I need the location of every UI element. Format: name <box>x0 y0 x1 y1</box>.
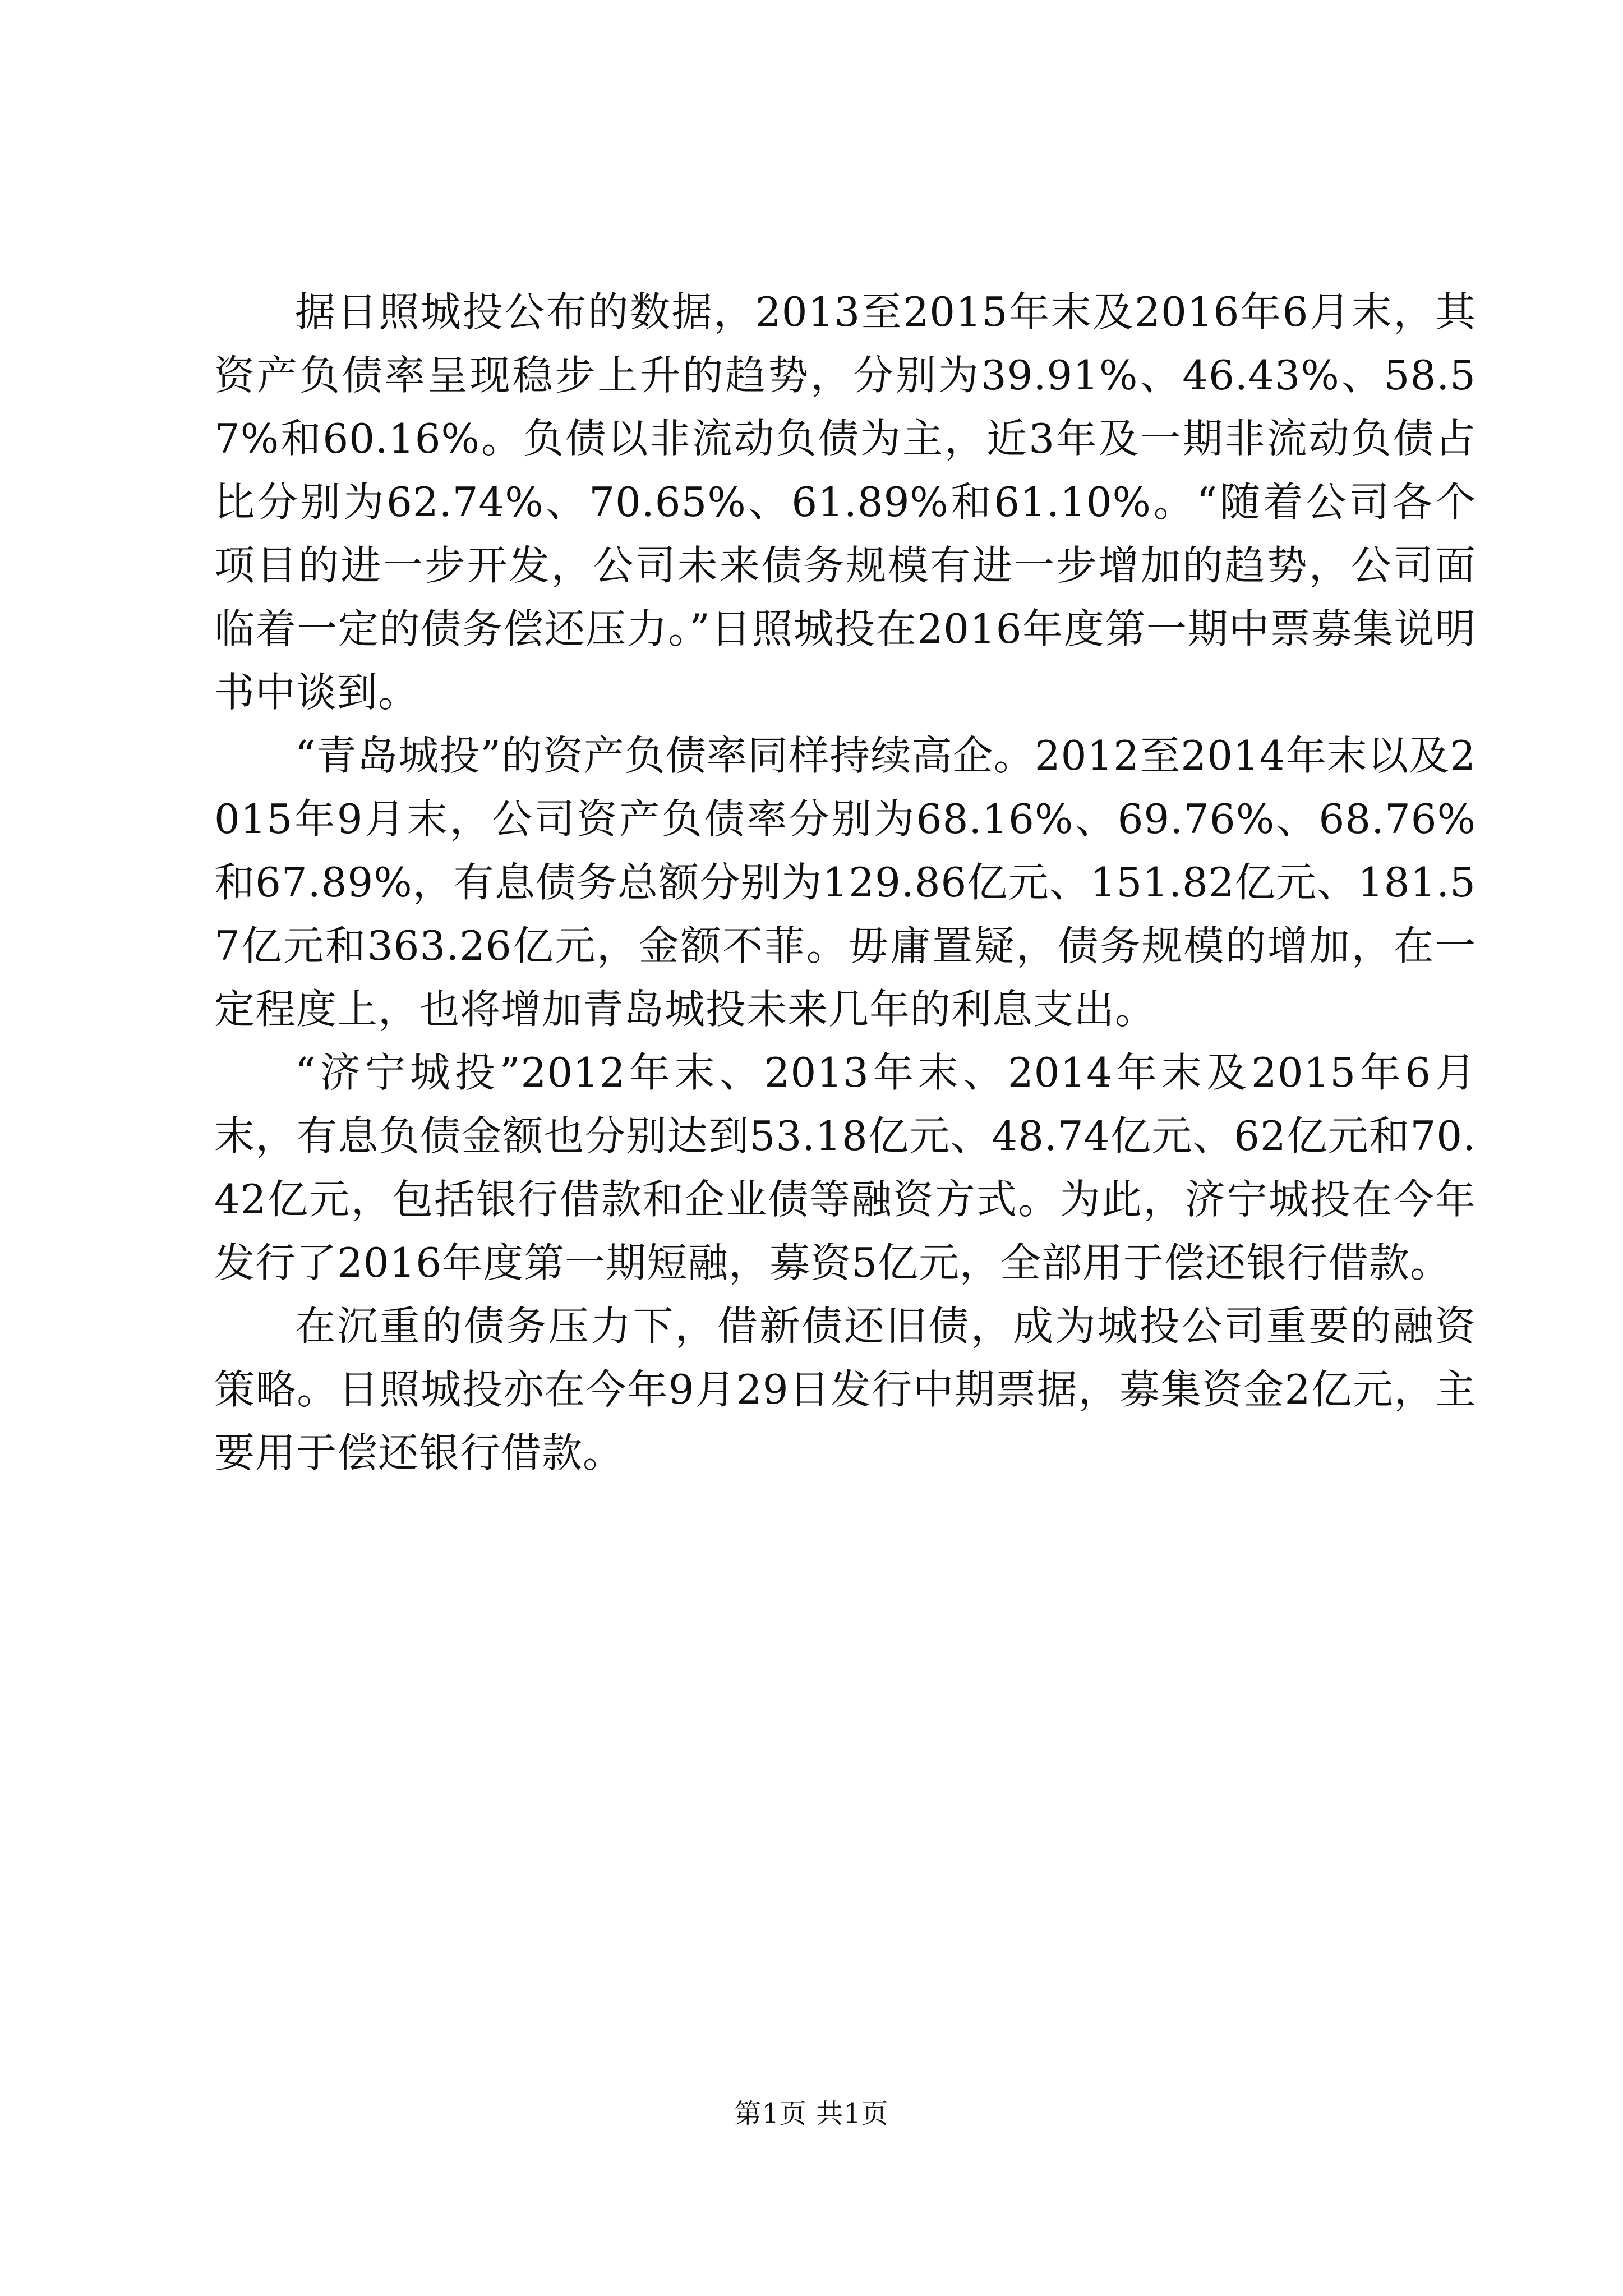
page-number-footer: 第1页 共1页 <box>734 2098 889 2129</box>
paragraph-refinancing-strategy: 在沉重的债务压力下，借新债还旧债，成为城投公司重要的融资策略。日照城投亦在今年9月29日发行中期票据，募集资金2亿元，主要用于偿还银行借款。 <box>214 1303 1476 1476</box>
paragraph-jining-interest-debt: “济宁城投”2012年末、2013年末、2014年末及2015年6月末，有息负债金额也分别达到53.18亿元、48.74亿元、62亿元和70.42亿元，包括银行借款和企业债等融资方式。为此，济宁城投在今年发行了2016年度第一期短融，募资5亿元，全部用于偿还银行借款。 <box>214 1049 1476 1286</box>
paragraph-qingdao-debt-ratio: “青岛城投”的资产负债率同样持续高企。2012至2014年末以及2015年9月末，公司资产负债率分别为68.16%、69.76%、68.76%和67.89%，有息债务总额分别为129.86亿元、151.82亿元、181.57亿元和363.26亿元，金额不菲。毋庸置疑，债务规模的增加，在一定程度上，也将增加青岛城投未来几年的利息支出。 <box>214 732 1476 1033</box>
paragraph-rizhao-debt-ratio: 据日照城投公布的数据，2013至2015年末及2016年6月末，其资产负债率呈现稳步上升的趋势，分别为39.91%、46.43%、58.57%和60.16%。负债以非流动负债为主，近3年及一期非流动负债占比分别为62.74%、70.65%、61.89%和61.10%。“随着公司各个项目的进一步开发，公司未来债务规模有进一步增加的趋势，公司面临着一定的债务偿还压力。”日照城投在2016年度第一期中票募集说明书中谈到。 <box>214 288 1476 716</box>
document-body <box>214 280 1476 1485</box>
